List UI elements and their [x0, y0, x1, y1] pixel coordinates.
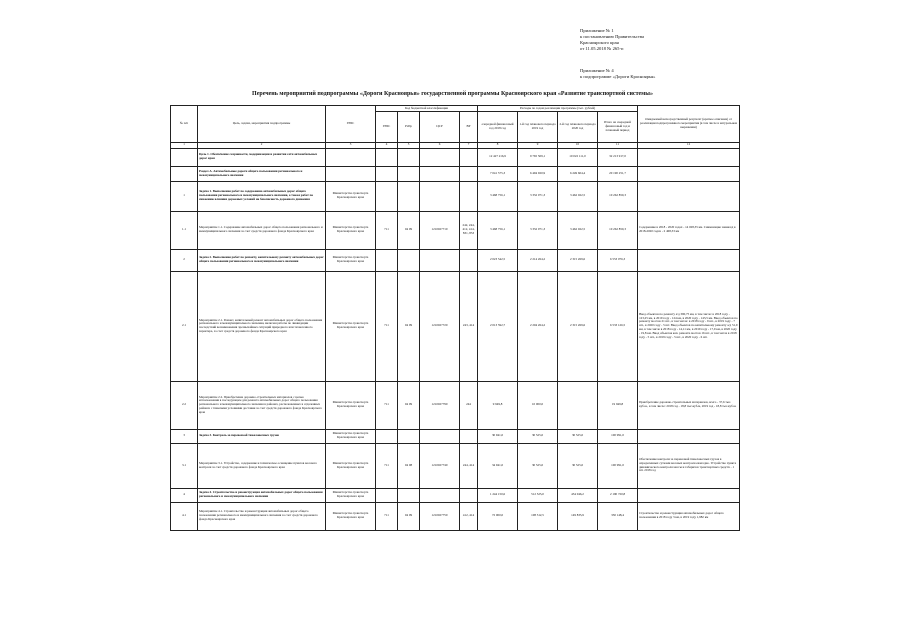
row-number: 2 — [171, 249, 198, 271]
row-value-2018: 3 468 756,1 — [478, 211, 518, 249]
row-value-total: 20 190 251,7 — [598, 166, 638, 181]
row-grbs-code: 711 — [376, 211, 398, 249]
row-value-total: 19 949,8 — [598, 381, 638, 429]
col-number: 8 — [478, 142, 518, 148]
row-number: 3 — [171, 429, 198, 443]
row-vr — [460, 148, 478, 166]
row-result: Приобретение дорожно-строительных материалов, всего - 37,6 тыс. куб.м., в том числе: 2018 год - 18,8 тыс.куб.м, 2019 год - 18,8 тыс.куб.м. — [638, 381, 740, 429]
table-row — [171, 381, 740, 429]
col-expenses-group-header: Расходы по годам реализации программы (тыс. рублей) — [478, 106, 638, 112]
row-number: 2.2 — [171, 381, 198, 429]
row-value-2020: 10 022 111,0 — [558, 148, 598, 166]
row-name: Раздел А. Автомобильные дороги общего пользования регионального и межмуниципального значения — [198, 166, 326, 181]
row-grbs: Министерство транспорта Красноярского края — [326, 429, 376, 443]
col-number: 1 — [171, 142, 198, 148]
row-result: Обеспечение контроля за перевозкой тяжеловесных грузов в определенных сутками весовых контроля ежегодно. Устройство пункта динамического контроля массы и габаритов транспортных средств - 1 шт. 2018 год — [638, 443, 740, 488]
row-vr — [460, 429, 478, 443]
row-value-2019: 3 332 071,3 — [518, 211, 558, 249]
row-number: 2.1 — [171, 271, 198, 381]
row-number: 4 — [171, 488, 198, 502]
row-value-2018: 72 000,0 — [478, 502, 518, 530]
row-number: 4.1 — [171, 502, 198, 530]
row-vr: 243, 414 — [460, 271, 478, 381]
row-value-2018: 30 941,0 — [478, 429, 518, 443]
table-row — [171, 502, 740, 530]
row-result — [638, 166, 740, 181]
row-value-2020: 30 525,0 — [558, 443, 598, 488]
row-grbs: Министерство транспорта Красноярского края — [326, 381, 376, 429]
row-number: 1 — [171, 181, 198, 211]
row-value-2020: 6 249 604,4 — [558, 166, 598, 181]
row-vr: 244 — [460, 381, 478, 429]
row-number: 1.1 — [171, 211, 198, 249]
row-csr: 1210027720 — [420, 271, 460, 381]
row-value-2020: 434 046,2 — [558, 488, 598, 502]
row-name: Задача 2. Выполнение работ по ремонту, капитальному ремонту автомобильных дорог общего пользования регионального и межмуниципального значения — [198, 249, 326, 271]
row-value-2019: 10 000,0 — [518, 381, 558, 429]
row-number: 3.1 — [171, 443, 198, 488]
col-grbs-code-header: ГРБС — [376, 111, 398, 142]
row-value-2019: 512 525,0 — [518, 488, 558, 502]
row-value-2019: 30 525,0 — [518, 429, 558, 443]
col-2018-header: очередной финансовый год 2018 год — [478, 111, 518, 142]
row-value-total: 6 553 076,3 — [598, 249, 638, 271]
row-csr — [420, 166, 460, 181]
col-number: 2 — [198, 142, 326, 148]
row-grbs-code — [376, 181, 398, 211]
row-name: Мероприятие 3.1. Устройство, содержание и техническое оснащение пунктов весового контроля за счет средств дорожного фонда Красноярского края — [198, 443, 326, 488]
row-value-2020: 149 835,9 — [558, 502, 598, 530]
row-value-2018: 1 244 150,6 — [478, 488, 518, 502]
row-result — [638, 488, 740, 502]
col-number: 3 — [326, 142, 376, 148]
col-csr-header: ЦСР — [420, 111, 460, 142]
row-vr: 244, 414 — [460, 443, 478, 488]
col-result-header: Ожидаемый непосредственный результат (краткое описание) от реализации подпрограммного мероприятия (в том числе в натуральном выражении) — [638, 106, 740, 143]
row-rzpr: 04 09 — [398, 381, 420, 429]
row-value-2018: 12 427 216,9 — [478, 148, 518, 166]
row-value-2018: 7 041 575,3 — [478, 166, 518, 181]
row-name: Мероприятие 2.2. Приобретение дорожно-строительных материалов с целью использования в последующем для ремонта автомобильных дорог общего пользования регионального и межмуниципального значения в районах, расположенных в отдаленных районах с тяжелыми условиями доставки за счет средств дорожного фонда Красноярского края — [198, 381, 326, 429]
col-2020-header: 2-й год планового периода 2020 год — [558, 111, 598, 142]
row-value-total: 100 991,0 — [598, 443, 638, 488]
row-rzpr — [398, 166, 420, 181]
col-2019-header: 1-й год планового периода 2019 год — [518, 111, 558, 142]
table-row — [171, 181, 740, 211]
row-result: Содержание в 2018 - 2020 годах - 14 028,35 км. Снижающие знаки/ед в 2018-2020 годах - 2 468,33 км — [638, 211, 740, 249]
table-row — [171, 249, 740, 271]
table-row — [171, 271, 740, 381]
col-goal-header: Цель, задачи, мероприятия подпрограммы — [198, 106, 326, 143]
table-row — [171, 488, 740, 502]
row-grbs-code: 711 — [376, 271, 398, 381]
row-rzpr: 04 08 — [398, 443, 420, 488]
row-value-2019: 2 204 264,2 — [518, 271, 558, 381]
row-value-2018: 34 941,0 — [478, 443, 518, 488]
row-value-2020: 30 525,0 — [558, 429, 598, 443]
table-row — [171, 429, 740, 443]
row-grbs-code — [376, 488, 398, 502]
row-number — [171, 148, 198, 166]
col-total-header: Итого на очередной финансовый год и плановый период — [598, 111, 638, 142]
col-number: 5 — [398, 142, 420, 148]
row-grbs-code — [376, 166, 398, 181]
row-grbs-code — [376, 429, 398, 443]
row-value-2019: 108 312,5 — [518, 502, 558, 530]
row-value-total: 10 262 850,3 — [598, 181, 638, 211]
row-csr — [420, 429, 460, 443]
row-name: Задача 1. Выполнение работ по содержанию автомобильных дорог общего пользования регионального и межмуниципального значения, а также работ по снижению влияния дорожных условий на безопасность дорожного движения — [198, 181, 326, 211]
row-value-total: 10 262 850,3 — [598, 211, 638, 249]
appendix-4-header: Приложение № 4 к подпрограмме «Дороги Красноярья» — [580, 68, 656, 79]
table-row — [171, 443, 740, 488]
row-name: Мероприятие 1.1. Содержание автомобильных дорог общего пользования регионального и межмуниципального значения за счет средств дорожного фонда Красноярского края — [198, 211, 326, 249]
row-value-2020 — [558, 381, 598, 429]
row-grbs-code — [376, 148, 398, 166]
table-row — [171, 211, 740, 249]
row-csr: 1210027750 — [420, 502, 460, 530]
row-vr — [460, 249, 478, 271]
row-csr: 1210027790 — [420, 381, 460, 429]
row-grbs: Министерство транспорта Красноярского края — [326, 181, 376, 211]
row-name: Цель 1. Обеспечение сохранности, модернизации и развития сети автомобильных дорог края — [198, 148, 326, 166]
row-rzpr — [398, 429, 420, 443]
row-result: Строительство и реконструкция автомобильных дорог общего пользования в 2018 году 3 км, в 2019 году 1,982 км — [638, 502, 740, 530]
row-grbs: Министерство транспорта Красноярского края — [326, 249, 376, 271]
row-value-2019: 30 525,0 — [518, 443, 558, 488]
row-result — [638, 148, 740, 166]
row-result — [638, 249, 740, 271]
row-value-2019: 9 765 509,1 — [518, 148, 558, 166]
row-value-2018: 2 023 542,5 — [478, 249, 518, 271]
row-rzpr — [398, 488, 420, 502]
row-grbs: Министерство транспорта Красноярского края — [326, 211, 376, 249]
col-number: 6 — [420, 142, 460, 148]
row-name: Задача 3. Контроль за перевозкой тяжеловесных грузов — [198, 429, 326, 443]
row-value-total: 6 533 126,5 — [598, 271, 638, 381]
row-vr — [460, 166, 478, 181]
row-rzpr: 04 09 — [398, 271, 420, 381]
col-budget-group-header: Код бюджетной классификации — [376, 106, 478, 112]
row-number — [171, 166, 198, 181]
row-csr: 1210027710 — [420, 211, 460, 249]
row-vr — [460, 181, 478, 211]
row-name: Задача 4. Строительство и реконструкция автомобильных дорог общего пользования регионального и межмуниципального значения — [198, 488, 326, 502]
row-rzpr — [398, 148, 420, 166]
col-number: 10 — [558, 142, 598, 148]
col-number: 12 — [638, 142, 740, 148]
row-value-2018: 2 013 592,7 — [478, 271, 518, 381]
row-value-2020: 3 462 022,5 — [558, 181, 598, 211]
measures-table — [170, 105, 740, 531]
row-result — [638, 181, 740, 211]
row-grbs: Министерство транспорта Красноярского края — [326, 488, 376, 502]
row-rzpr: 04 09 — [398, 502, 420, 530]
col-vr-header: ВР — [460, 111, 478, 142]
row-csr — [420, 181, 460, 211]
row-value-total: 32 213 917,0 — [598, 148, 638, 166]
row-value-2019: 2 214 264,2 — [518, 249, 558, 271]
row-csr: 1210027740 — [420, 443, 460, 488]
row-grbs — [326, 166, 376, 181]
row-rzpr — [398, 181, 420, 211]
col-number: 11 — [598, 142, 638, 148]
row-grbs — [326, 148, 376, 166]
row-value-total: 330 148,4 — [598, 502, 638, 530]
row-grbs: Министерство транспорта Красноярского края — [326, 271, 376, 381]
row-result: Ввод объектов по ремонту а/д 390,75 км, в том числе: в 2018 году - 123,25 км, в 2019 году - 124 км, в 2020 году - 143,5 км. Ввод объектов по ремонту мостов 21 шт., в том числе: в 2018 году - 9 шт., в 2019 году - 7 шт., в 2020 году - 5 шт. Ввод объектов по капитальному ремонту а/д 51,9 км, в том числе в 2018 году - 14,11 км, в 2019 году - 17,9 км, в 2020 году - 19,8 км. Ввод объектов кап. ремонта мостов 16 шт., в том числе в 2018 году - 5 шт., в 2019 году - 5 шт., в 2020 году - 6 шт. — [638, 271, 740, 381]
table-row — [171, 148, 740, 166]
row-vr: 242, 244, 412, 414, 831, 853 — [460, 211, 478, 249]
col-num-header: № п/п — [171, 106, 198, 143]
row-csr — [420, 249, 460, 271]
row-csr — [420, 488, 460, 502]
row-rzpr — [398, 249, 420, 271]
row-grbs-code — [376, 249, 398, 271]
row-grbs-code: 711 — [376, 443, 398, 488]
col-number: 4 — [376, 142, 398, 148]
row-value-total: 100 991,0 — [598, 429, 638, 443]
row-result — [638, 429, 740, 443]
row-grbs: Министерство транспорта Красноярского края — [326, 443, 376, 488]
col-number: 9 — [518, 142, 558, 148]
row-grbs: Министерство транспорта Красноярского края — [326, 502, 376, 530]
row-csr — [420, 148, 460, 166]
row-value-2020: 3 462 022,5 — [558, 211, 598, 249]
row-value-2019: 6 494 920,9 — [518, 166, 558, 181]
row-name: Мероприятие 4.1. Строительство и реконструкция автомобильных дорог общего пользования регионального и межмуниципального значения за счет средств дорожного фонда Красноярского края — [198, 502, 326, 530]
row-vr: 412, 414 — [460, 502, 478, 530]
row-name: Мероприятие 2.1. Ремонт, капитальный ремонт автомобильных дорог общего пользования регионального и межмуниципального значения, включая работы по ликвидации последствий возникновения чрезвычайных ситуаций природного или техногенного характера, за счет средств дорожного фонда Красноярского края — [198, 271, 326, 381]
row-value-2019: 3 332 071,3 — [518, 181, 558, 211]
row-grbs-code: 711 — [376, 381, 398, 429]
row-rzpr: 04 09 — [398, 211, 420, 249]
row-grbs-code: 711 — [376, 502, 398, 530]
col-grbs-header: ГРБС — [326, 106, 376, 143]
row-value-2020: 2 315 269,6 — [558, 249, 598, 271]
row-value-2018: 3 468 756,1 — [478, 181, 518, 211]
row-value-total: 2 190 720,8 — [598, 488, 638, 502]
appendix-1-header: Приложение № 1 к постановлению Правительства Красноярского края от 11.05.2018 № 265-п — [580, 28, 644, 51]
row-value-2020: 2 315 269,6 — [558, 271, 598, 381]
col-number: 7 — [460, 142, 478, 148]
row-value-2018: 9 949,8 — [478, 381, 518, 429]
row-vr — [460, 488, 478, 502]
col-rzpr-header: РзПр — [398, 111, 420, 142]
document-title: Перечень мероприятий подпрограммы «Дороги Красноярья» государственной программы Красноярского края «Развитие транспортной системы» — [252, 91, 653, 97]
table-row — [171, 166, 740, 181]
